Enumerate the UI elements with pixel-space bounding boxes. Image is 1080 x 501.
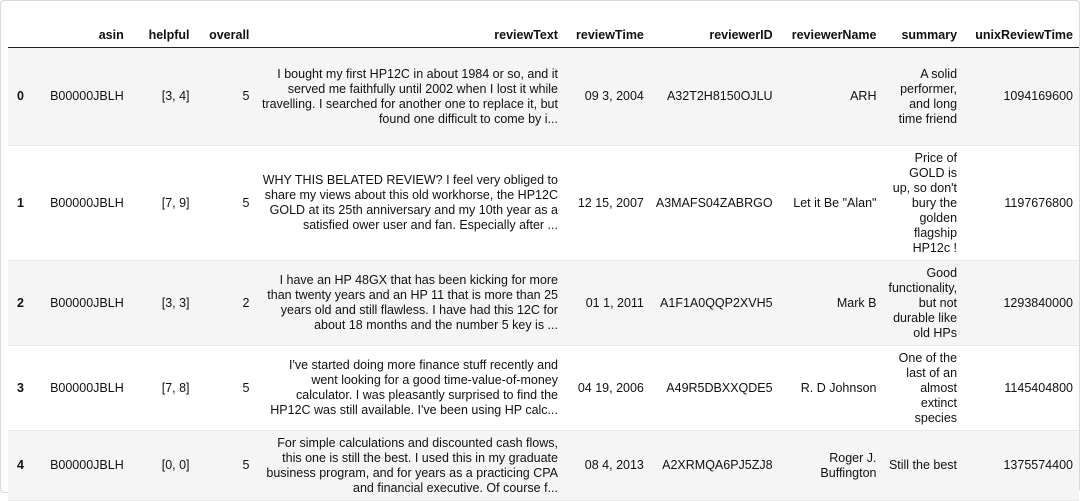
cell-asin: B00000JBLH xyxy=(50,195,124,210)
cell-reviewerID: A49R5DBXXQDE5 xyxy=(666,380,773,395)
cell-asin: B00000JBLH xyxy=(50,89,124,103)
cell-summary: One of the last of an almost extinct species xyxy=(898,350,958,425)
cell-reviewerName: R. D Johnson xyxy=(800,380,877,395)
cell-helpful: [3, 3] xyxy=(161,295,190,310)
table-row xyxy=(8,346,1079,431)
cell-reviewerName: Roger J. Buffington xyxy=(820,450,877,480)
cell-reviewText: I have an HP 48GX that has been kicking for more than twenty years and an HP 11 that is more than 25 years old and still flawless. I have had this 12C for about 18 months and the number 5 key is ... xyxy=(267,273,558,332)
cell-reviewerID: A2XRMQA6PJ5ZJ8 xyxy=(662,458,773,472)
cell-summary: Good functionality, but not durable like old HPs xyxy=(888,265,958,340)
header-overall: overall xyxy=(196,23,256,48)
row-index: 2 xyxy=(17,295,24,310)
header-row xyxy=(8,23,1079,48)
header-reviewTime: reviewTime xyxy=(564,23,650,48)
cell-asin: B00000JBLH xyxy=(50,380,124,395)
cell-unixReviewTime: 1197676800 xyxy=(1004,195,1073,210)
cell-reviewTime: 08 4, 2013 xyxy=(584,458,644,472)
cell-overall: 5 xyxy=(242,458,250,472)
cell-reviewerName: Mark B xyxy=(836,295,877,310)
table-row xyxy=(8,431,1079,501)
table-header xyxy=(8,23,1079,48)
cell-helpful: [3, 4] xyxy=(161,89,190,103)
table-row xyxy=(8,261,1079,346)
row-index: 0 xyxy=(17,89,24,103)
cell-summary: Still the best xyxy=(888,458,958,472)
cell-reviewerName: Let it Be "Alan" xyxy=(793,195,877,210)
table-body xyxy=(8,48,1079,501)
row-index: 1 xyxy=(17,195,24,210)
dataframe-table xyxy=(8,23,1079,501)
cell-reviewText: WHY THIS BELATED REVIEW? I feel very obliged to share my views about this old workhorse, the HP12C GOLD at its 25th anniversary and my 10th year as a satisfied ower user and fan. Especially after ... xyxy=(262,173,558,232)
cell-reviewerID: A1F1A0QQP2XVH5 xyxy=(660,295,773,310)
table-row xyxy=(8,48,1079,146)
cell-reviewTime: 12 15, 2007 xyxy=(577,195,644,210)
cell-unixReviewTime: 1094169600 xyxy=(1003,89,1073,103)
cell-overall: 5 xyxy=(242,195,250,210)
header-helpful: helpful xyxy=(130,23,196,48)
cell-helpful: [7, 9] xyxy=(161,195,190,210)
cell-unixReviewTime: 1293840000 xyxy=(1003,295,1073,310)
row-index: 4 xyxy=(17,458,24,472)
header-reviewerName: reviewerName xyxy=(779,23,883,48)
cell-reviewerName: ARH xyxy=(850,89,877,103)
header-index xyxy=(8,23,30,48)
cell-helpful: [0, 0] xyxy=(161,458,190,472)
cell-unixReviewTime: 1375574400 xyxy=(1003,458,1073,472)
header-reviewText: reviewText xyxy=(255,23,564,48)
cell-overall: 2 xyxy=(242,295,250,310)
cell-summary: Price of GOLD is up, so don't bury the golden flagship HP12c ! xyxy=(892,150,958,255)
cell-reviewText: For simple calculations and discounted cash flows, this one is still the best. I used this in my graduate business program, and for years as a practicing CPA and financial executive. Of course f... xyxy=(266,435,558,495)
table-row xyxy=(8,146,1079,261)
cell-reviewTime: 04 19, 2006 xyxy=(577,380,644,395)
cell-summary: A solid performer, and long time friend xyxy=(898,66,958,126)
cell-overall: 5 xyxy=(242,380,250,395)
cell-reviewText: I bought my first HP12C in about 1984 or so, and it served me faithfully until 2002 when I lost it while travelling. I searched for another one to replace it, but found one difficult to come by i... xyxy=(261,66,558,126)
row-index: 3 xyxy=(17,380,24,395)
cell-asin: B00000JBLH xyxy=(50,295,124,310)
cell-helpful: [7, 8] xyxy=(161,380,190,395)
cell-asin: B00000JBLH xyxy=(50,458,124,472)
header-asin: asin xyxy=(30,23,130,48)
cell-reviewerID: A3MAFS04ZABRGO xyxy=(655,195,773,210)
cell-reviewerID: A32T2H8150OJLU xyxy=(666,89,773,103)
cell-reviewTime: 09 3, 2004 xyxy=(584,89,644,103)
cell-unixReviewTime: 1145404800 xyxy=(1004,380,1073,395)
cell-reviewTime: 01 1, 2011 xyxy=(585,295,644,310)
header-unixReviewTime: unixReviewTime xyxy=(963,23,1079,48)
header-reviewerID: reviewerID xyxy=(650,23,779,48)
cell-reviewText: I've started doing more finance stuff recently and went looking for a good time-value-of-money calculator. I was pleasantly surprised to find the HP12C was still available. I've been using HP calc... xyxy=(270,358,558,417)
cell-overall: 5 xyxy=(242,89,250,103)
header-summary: summary xyxy=(882,23,963,48)
